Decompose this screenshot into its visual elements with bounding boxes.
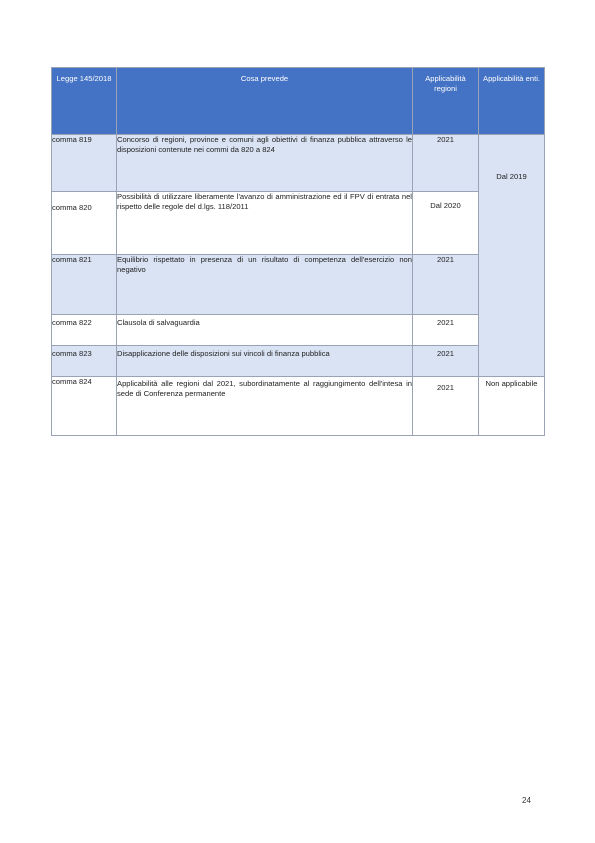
page-number: 24	[522, 796, 531, 805]
description-cell: Disapplicazione delle disposizioni sui vincoli di finanza pubblica	[117, 346, 413, 377]
comma-cell: comma 820	[52, 192, 117, 255]
regioni-cell: 2021	[413, 377, 479, 436]
description-cell: Equilibrio rispettato in presenza di un risultato di competenza dell'esercizio non negativo	[117, 255, 413, 315]
comma-cell: comma 822	[52, 315, 117, 346]
description-cell: Clausola di salvaguardia	[117, 315, 413, 346]
enti-merged-cell	[479, 135, 545, 377]
table-row	[52, 192, 545, 255]
header-row	[52, 68, 545, 135]
comma-cell: comma 821	[52, 255, 117, 315]
regioni-cell: 2021	[413, 255, 479, 315]
table-row	[52, 315, 545, 346]
regioni-cell: 2021	[413, 315, 479, 346]
regioni-cell: Dal 2020	[413, 192, 479, 255]
table-row	[52, 346, 545, 377]
comma-cell: comma 819	[52, 135, 117, 192]
header-applicabilita-enti: Applicabilità enti.	[479, 68, 545, 135]
table-row	[52, 255, 545, 315]
enti-last-value: Non applicabile	[485, 379, 538, 388]
legge-145-table	[51, 67, 545, 436]
header-legge: Legge 145/2018	[52, 68, 117, 135]
comma-cell: comma 824	[52, 377, 117, 436]
description-cell: Possibilità di utilizzare liberamente l'avanzo di amministrazione ed il FPV di entrata nel rispetto delle regole del d.lgs. 118/2011	[117, 192, 413, 255]
description-cell: Applicabilità alle regioni dal 2021, subordinatamente al raggiungimento dell'intesa in sede di Conferenza permanente	[117, 377, 413, 436]
header-applicabilita-regioni: Applicabilità regioni	[413, 68, 479, 135]
regioni-cell: 2021	[413, 346, 479, 377]
enti-merged-value: Dal 2019	[496, 172, 527, 181]
table-row	[52, 135, 545, 192]
header-cosa-prevede: Cosa prevede	[117, 68, 413, 135]
regioni-cell: 2021	[413, 135, 479, 192]
table-row	[52, 377, 545, 436]
description-cell: Concorso di regioni, province e comuni agli obiettivi di finanza pubblica attraverso le disposizioni contenute nei commi da 820 a 824	[117, 135, 413, 192]
enti-last-cell	[479, 377, 545, 436]
comma-cell: comma 823	[52, 346, 117, 377]
